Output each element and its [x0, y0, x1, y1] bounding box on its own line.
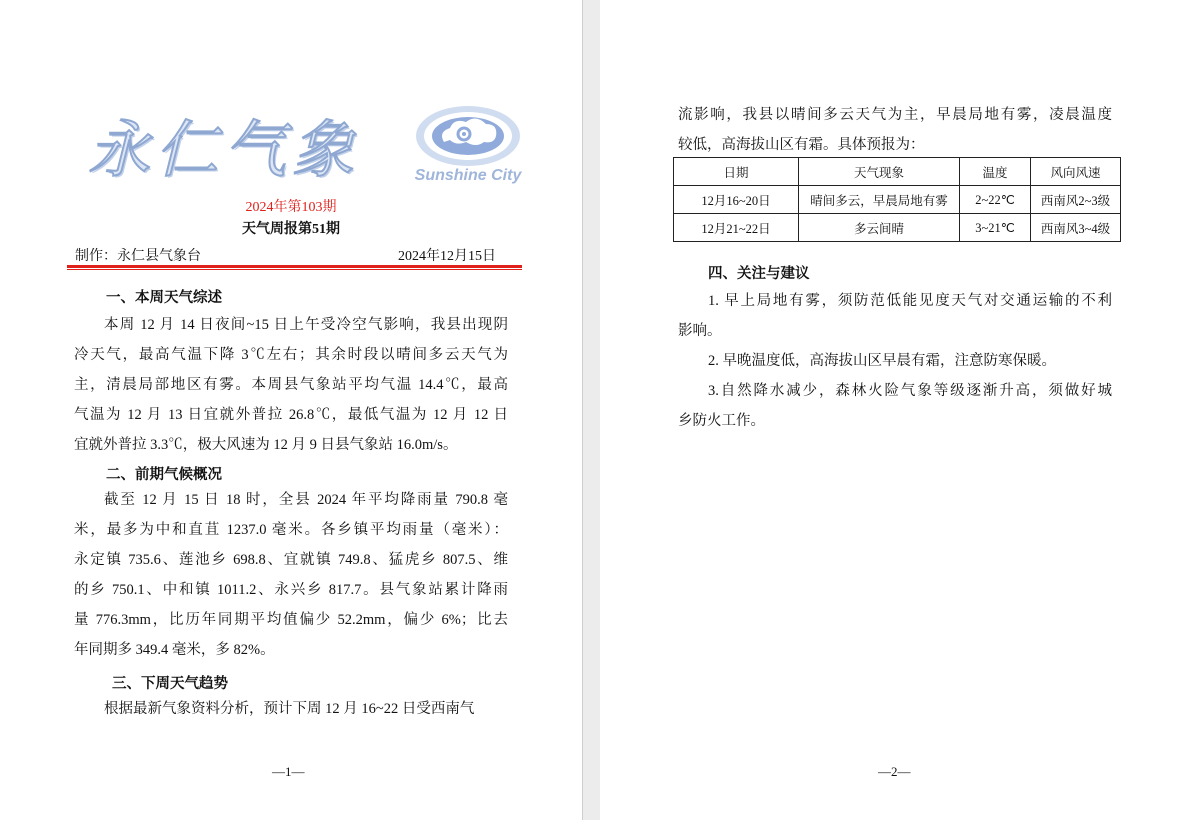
paragraph-line: 的乡 750.1、中和镇 1011.2、永兴乡 817.7。县气象站累计降雨: [74, 582, 508, 598]
paragraph-line: 2. 早晚温度低，高海拔山区早晨有霜，注意防寒保暖。: [708, 353, 1056, 369]
page-gap: [582, 0, 601, 820]
svg-text:Sunshine City: Sunshine City: [414, 167, 522, 184]
publisher-line: 制作：永仁县气象台: [75, 248, 201, 264]
forecast-table: [673, 157, 1121, 242]
paragraph-line: 流影响，我县以晴间多云天气为主，早晨局地有雾，凌晨温度: [678, 107, 1112, 123]
section-body: [74, 310, 508, 460]
table-cell: 多云间晴: [799, 214, 960, 242]
section-body: [74, 694, 508, 724]
paragraph-line: 截至 12 月 15 日 18 时，全县 2024 年平均降雨量 790.8 毫: [104, 492, 508, 508]
table-cell: 西南风3~4级: [1031, 214, 1121, 242]
document-page-2: [600, 0, 1183, 820]
table-cell: 12月21~22日: [674, 214, 799, 242]
section-body: [678, 286, 1112, 436]
paragraph-line: 米，最多为中和直苴 1237.0 毫米。各乡镇平均雨量（毫米）：: [74, 522, 508, 538]
page-number: —1—: [272, 764, 305, 779]
paragraph-line: 3.自然降水减少，森林火险气象等级逐渐升高，须做好城: [708, 383, 1112, 399]
paragraph-line: 主，清晨局部地区有雾。本周县气象站平均气温 14.4℃，最高: [74, 377, 508, 393]
paragraph-line: 根据最新气象资料分析，预计下周 12 月 16~22 日受西南气: [104, 701, 475, 717]
paragraph-line: 影响。: [678, 323, 722, 339]
table-cell: 晴间多云，早晨局地有雾: [799, 186, 960, 214]
page-number: —2—: [878, 764, 911, 779]
paragraph-line: 气温为 12 月 13 日宜就外普拉 26.8℃，最低气温为 12 月 12 日: [74, 407, 508, 423]
table-header-cell: 天气现象: [799, 158, 960, 186]
table-header-cell: 风向风速: [1031, 158, 1121, 186]
document-page-1: [0, 0, 582, 820]
header-divider: [67, 265, 522, 268]
masthead-logo-text: 永仁气象: [88, 113, 361, 186]
publish-date: 2024年12月15日: [398, 249, 496, 264]
section-heading: 四、关注与建议: [708, 265, 810, 282]
paragraph-line: 宜就外普拉 3.3℃，极大风速为 12 月 9 日县气象站 16.0m/s。: [74, 437, 458, 453]
paragraph-line: 本周 12 月 14 日夜间~15 日上午受冷空气影响，我县出现阴: [104, 317, 508, 333]
cloud-logo-icon: [412, 100, 524, 194]
header-divider-thin: [67, 269, 522, 270]
table-cell: 12月16~20日: [674, 186, 799, 214]
section-body: [678, 100, 1112, 160]
table-cell: 2~22℃: [960, 186, 1031, 214]
paragraph-line: 永定镇 735.6、莲池乡 698.8、宜就镇 749.8、猛虎乡 807.5、维: [74, 552, 508, 568]
table-row: [674, 186, 1121, 214]
paragraph-line: 乡防火工作。: [678, 413, 765, 429]
table-header-row: [674, 158, 1121, 186]
section-heading: 二、前期气候概况: [106, 466, 222, 483]
table-row: [674, 214, 1121, 242]
paragraph-line: 较低，高海拔山区有霜。具体预报为：: [678, 137, 925, 153]
issue-number: 2024年第103期: [245, 200, 337, 215]
section-heading: 一、本周天气综述: [106, 289, 222, 306]
table-cell: 3~21℃: [960, 214, 1031, 242]
paragraph-line: 量 776.3mm，比历年同期平均值偏少 52.2mm，偏少 6%；比去: [74, 612, 508, 628]
table-header-cell: 温度: [960, 158, 1031, 186]
paragraph-line: 冷天气，最高气温下降 3℃左右；其余时段以晴间多云天气为: [74, 347, 508, 363]
report-subtitle: 天气周报第51期: [242, 222, 340, 237]
section-body: [74, 485, 508, 665]
paragraph-line: 1. 早上局地有雾，须防范低能见度天气对交通运输的不利: [708, 293, 1112, 309]
paragraph-line: 年同期多 349.4 毫米，多 82%。: [74, 642, 275, 658]
section-heading: 三、下周天气趋势: [112, 675, 228, 692]
table-cell: 西南风2~3级: [1031, 186, 1121, 214]
table-header-cell: 日期: [674, 158, 799, 186]
